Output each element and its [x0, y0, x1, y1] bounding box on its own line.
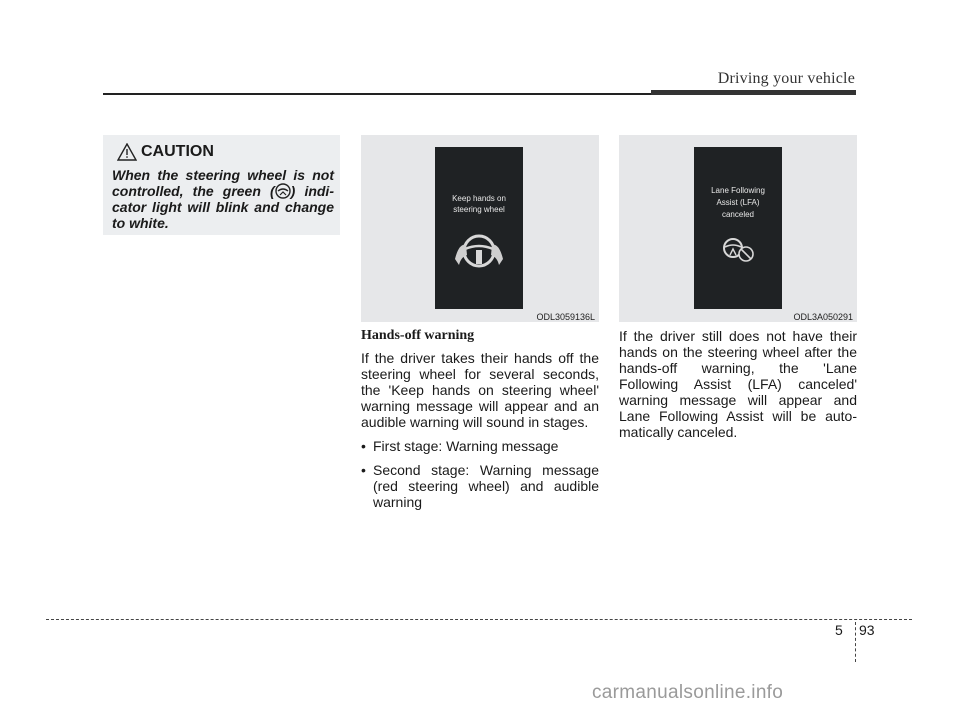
watermark: carmanualsonline.info: [592, 682, 784, 703]
page-number: 93: [859, 622, 875, 638]
display-message-line2: Assist (LFA): [716, 198, 760, 207]
display-message-line2: steering wheel: [453, 205, 505, 214]
display-message-line3: canceled: [721, 210, 755, 219]
caution-text-part1: When the steering wheel is not controlled, the green (: [112, 167, 334, 199]
cluster-display: [435, 147, 523, 309]
hands-on-wheel-icon: [451, 229, 507, 271]
caution-text: [112, 167, 334, 231]
caution-box: [103, 135, 340, 235]
footer-rule: [46, 619, 912, 620]
header-rule-thick: [651, 90, 856, 95]
cluster-display: [694, 147, 782, 309]
figure-code: ODL3059136L: [536, 312, 595, 322]
header-rule-thin: [103, 93, 651, 95]
steering-wheel-icon: [275, 183, 291, 199]
hands-off-warning-section: [361, 328, 599, 518]
body-paragraph: If the driver still does not have their hands on the steering wheel after the hands-off warning, the 'Lane Following Assist (LFA) canceled' warning message will appear and Lane Following Assist will be auto-matically canceled.: [619, 328, 857, 440]
warning-triangle-icon: [117, 143, 137, 161]
figure-keep-hands: [361, 135, 599, 322]
caution-header: [117, 143, 214, 161]
figure-lfa-canceled: [619, 135, 857, 322]
caution-title: CAUTION: [141, 143, 214, 160]
lfa-canceled-section: [619, 328, 857, 440]
lfa-off-icon: [720, 235, 758, 265]
chapter-number: 5: [835, 622, 843, 638]
body-paragraph: If the driver takes their hands off the steering wheel for several seconds, the 'Keep hands on steering wheel' warning message will appear and an audible warning will sound in stages.: [361, 350, 599, 430]
section-heading: Hands-off warning: [361, 328, 475, 343]
figure-code: ODL3A050291: [793, 312, 853, 322]
caution-text-part2: ) indi-cator light will blink and change to white.: [112, 183, 334, 231]
list-item: • First stage: Warning message: [361, 438, 599, 454]
page-divider: [855, 622, 856, 662]
stage-list: [361, 438, 599, 510]
section-title: Driving your vehicle: [717, 70, 855, 87]
display-message-line1: Lane Following: [711, 186, 765, 195]
display-message-line1: Keep hands on: [452, 194, 506, 203]
list-item: • Second stage: Warning message (red steering wheel) and audible warning: [361, 462, 599, 510]
